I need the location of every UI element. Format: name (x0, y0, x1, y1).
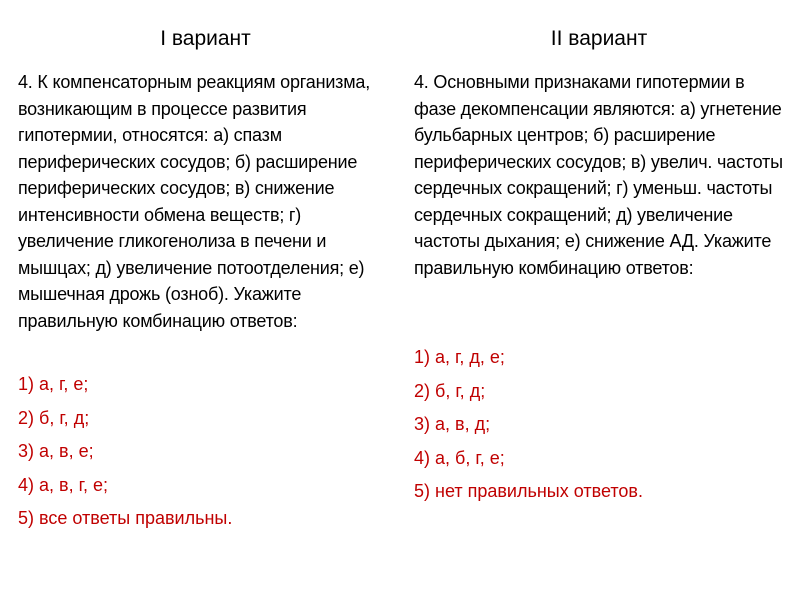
variant-2-answer-1: 1) а, г, д, е; (414, 347, 505, 367)
variant-1-question: 4. К компенсаторным реакциям организма, возникающим в процессе развития гипотермии, относятся: а) спазм периферических сосудов; б) расширение периферических сосудов; в) снижение интенсивности обмена веществ; г) увеличение гликогенолиза в печени и мышцах; д) увеличение потоотделения; е) мышечная дрожь (озноб). Укажите правильную комбинацию ответов: (18, 72, 371, 331)
variant-1-title: I вариант (160, 27, 251, 50)
variant-2-title: II вариант (550, 27, 648, 50)
variant-2-answer-4: 4) а, б, г, е; (414, 447, 505, 468)
variant-2-question: 4. Основными признаками гипотермии в фазе декомпенсации являются: а) угнетение бульбарных центров; б) расширение периферических сосудов; в) увелич. частоты сердечных сокращений; г) уменьш. частоты сердечных сокращений; д) увеличение частоты дыхания; е) снижение АД. Укажите правильную комбинацию ответов: (414, 72, 783, 278)
variant-1-answer-2: 2) б, г, д; (18, 407, 90, 428)
variant-1-answer-5: 5) все ответы правильны. (18, 508, 233, 528)
variant-1-answer-1: 1) а, г, е; (18, 374, 89, 394)
variant-2-answer-5: 5) нет правильных ответов. (414, 481, 643, 501)
variant-1-answer-3: 3) а, в, е; (18, 441, 94, 461)
variant-1-answers (18, 368, 393, 536)
variant-2-answer-3: 3) а, в, д; (414, 414, 491, 434)
variant-1-answer-4: 4) а, в, г, е; (18, 474, 108, 495)
variant-2-answer-2: 2) б, г, д; (414, 380, 486, 401)
variant-2-answers (414, 341, 784, 509)
